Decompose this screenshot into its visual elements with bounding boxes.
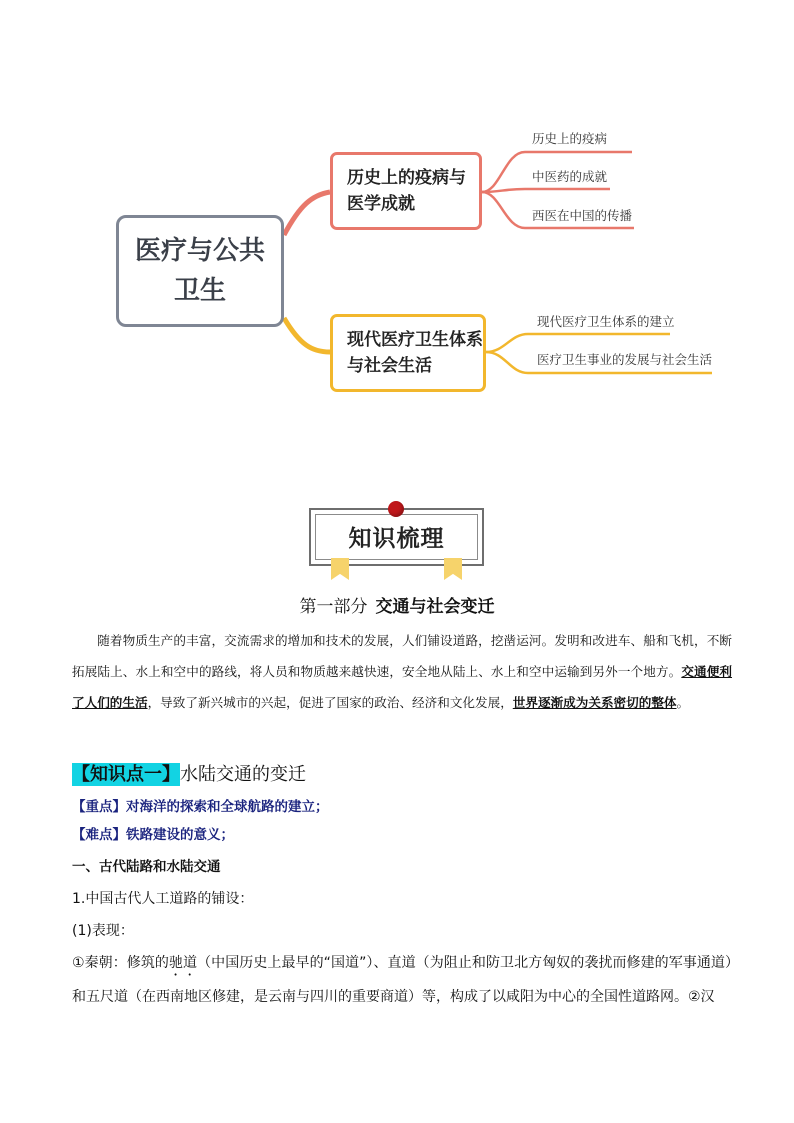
mindmap-leaf: 西医在中国的传播	[532, 208, 633, 223]
section-body	[72, 946, 732, 1014]
part-prefix: 第一部分	[299, 597, 368, 617]
intro-paragraph	[72, 625, 732, 718]
part-title	[0, 592, 794, 617]
knowledge-point-tag: 【知识点一】	[72, 764, 180, 785]
intro-text-3: 。	[676, 695, 690, 710]
key-point-tag: 【重点】	[72, 799, 126, 815]
mindmap-leaf: 历史上的疫病	[532, 131, 608, 146]
intro-emphasis-1: 交通便利了人们的生活	[72, 664, 733, 710]
connector-root-branch1	[284, 192, 330, 235]
knowledge-point-title: 水陆交通的变迁	[180, 764, 306, 785]
body-text-b: （中国历史上最早的“国道”）、直道（为阻止和防卫北方匈奴的袭扰而修建的军事通道）和五尺道（在西南地区修建，是云南与四川的重要商道）等，构成了以咸阳为中心的全国性道路网。②汉	[72, 955, 732, 1005]
branch-label: 现代医疗卫生体系 与社会生活	[347, 330, 483, 376]
list-item: (1)表现：	[72, 923, 134, 939]
key-point	[72, 795, 329, 815]
list-item: 1.中国古代人工道路的铺设：	[72, 891, 254, 907]
connector-branch1-leaf2	[482, 189, 610, 192]
key-point-text: 对海洋的探索和全球航路的建立；	[126, 799, 329, 815]
section-heading: 一、古代陆路和水陆交通	[72, 859, 221, 875]
intro-text-2: ，导致了新兴城市的兴起，促进了国家的政治、经济和文化发展，	[147, 695, 513, 710]
mindmap-branch-history	[330, 152, 482, 230]
difficult-point-text: 铁路建设的意义；	[126, 827, 234, 843]
connector-root-branch2	[284, 318, 330, 352]
knowledge-point-heading	[72, 760, 306, 786]
difficult-point-tag: 【难点】	[72, 827, 126, 843]
mindmap-leaf: 中医药的成就	[532, 169, 608, 184]
banner-title: 知识梳理	[348, 526, 445, 552]
mindmap-leaf: 现代医疗卫生体系的建立	[537, 314, 675, 329]
ribbon-icon	[331, 558, 349, 580]
mindmap-branch-modern	[330, 314, 486, 392]
part-heading: 交通与社会变迁	[375, 597, 495, 617]
difficult-point	[72, 823, 234, 843]
intro-emphasis-2: 世界逐渐成为关系密切的整体	[512, 695, 677, 710]
branch-label: 历史上的疫病与 医学成就	[347, 168, 466, 214]
mindmap-leaf: 医疗卫生事业的发展与社会生活	[537, 352, 713, 367]
mindmap-root-node	[116, 215, 284, 327]
mindmap-root-label: 医疗与公共 卫生	[134, 236, 265, 306]
ribbon-icon	[444, 558, 462, 580]
intro-text-1: 随着物质生产的丰富，交流需求的增加和技术的发展，人们铺设道路，挖凿运河。发明和改进车、船和飞机，不断拓展陆上、水上和空中的路线，将人员和物质越来越快速，安全地从陆上、水上和空中运输到另外一个地方。	[72, 633, 732, 679]
body-text-a: ①秦朝：修筑的	[72, 955, 169, 971]
body-emphasis: 驰道	[168, 955, 198, 971]
pin-icon	[388, 501, 404, 517]
